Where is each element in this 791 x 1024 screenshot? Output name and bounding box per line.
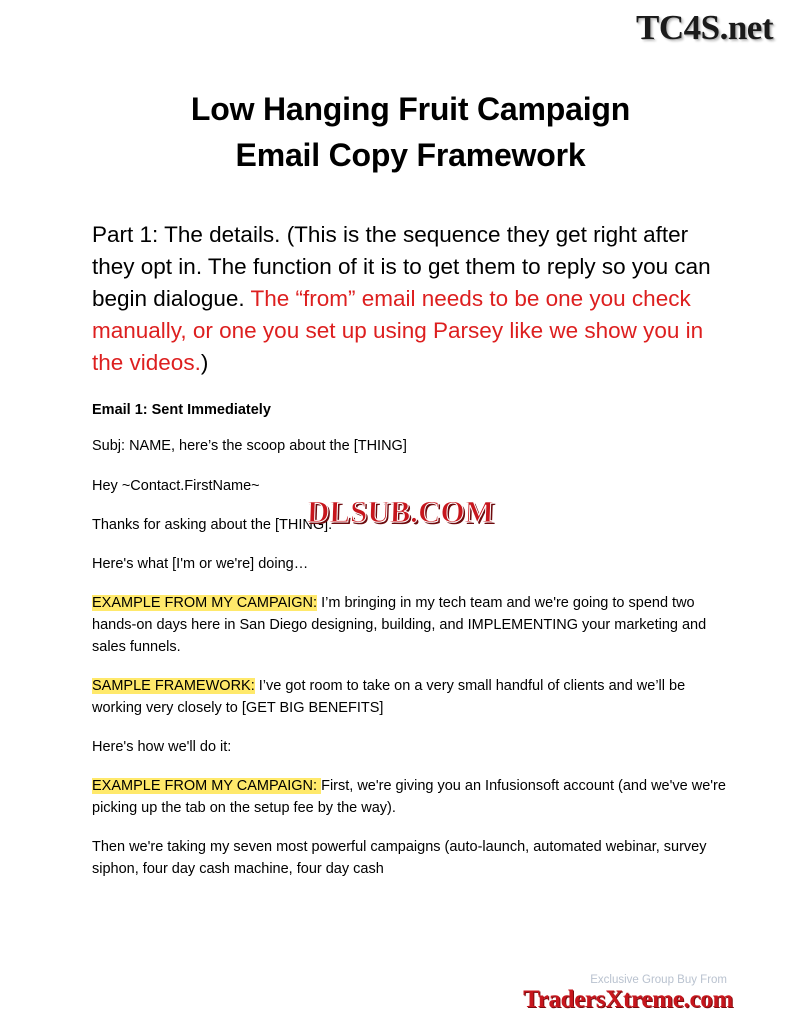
highlighted-label: EXAMPLE FROM MY CAMPAIGN: <box>92 594 318 611</box>
paragraph-greeting <box>92 475 729 497</box>
intro-text-black-part-2: ) <box>200 349 209 375</box>
watermark-top-right: TC4S.net <box>636 8 773 47</box>
document-content <box>92 86 729 880</box>
page-title-line-2: Email Copy Framework <box>235 137 586 174</box>
highlighted-label: EXAMPLE FROM MY CAMPAIGN: <box>92 777 322 794</box>
paragraph-text: I’ve got room to take on a very small handful of clients and we’ll be working very closely to [GET BIG BENEFITS] <box>92 677 686 716</box>
paragraph-text: Then we're taking my seven most powerful campaigns (auto-launch, automated webinar, survey siphon, four day cash machine, four day cash <box>92 838 707 877</box>
paragraph-text: Here's how we'll do it: <box>92 738 232 755</box>
highlighted-label: SAMPLE FRAMEWORK: <box>92 677 255 694</box>
paragraph-example-campaign-1 <box>92 592 729 658</box>
paragraph-thanks <box>92 514 729 536</box>
paragraph-sample-framework <box>92 675 729 719</box>
intro-text-red: The “from” email needs to be one you check manually, or one you set up using Parsey like we show you in the videos. <box>92 285 704 375</box>
paragraph-text: Here's what [I'm or we're] doing… <box>92 555 309 572</box>
intro-text-black-part-1: Part 1: The details. (This is the sequence they get right after they opt in. The function of it is to get them to reply so you can begin dialogue. <box>92 221 711 311</box>
footer-faint-note: Exclusive Group Buy From <box>590 974 727 987</box>
paragraph-text: I’m bringing in my tech team and we're going to spend two hands-on days here in San Diego designing, building, and IMPLEMENTING your marketing and sales funnels. <box>92 594 707 655</box>
intro-paragraph <box>92 219 729 379</box>
paragraph-heres-what <box>92 553 729 575</box>
paragraph-example-campaign-2 <box>92 775 729 819</box>
footer-brand-watermark: TradersXtreme.com <box>523 986 733 1013</box>
page-title-line-1: Low Hanging Fruit Campaign <box>190 91 631 127</box>
paragraph-heres-how <box>92 736 729 758</box>
paragraph-text: Subj: NAME, here’s the scoop about the [THING] <box>92 438 407 455</box>
paragraph-text: Thanks for asking about the [THING]. <box>92 516 333 533</box>
paragraph-text: Hey ~Contact.FirstName~ <box>92 477 260 494</box>
watermark-center-text: DLSUB.COM <box>305 494 495 529</box>
paragraph-text: First, we're giving you an Infusionsoft account (and we've we're picking up the tab on the setup fee by the way). <box>92 777 726 816</box>
paragraph-subject-line <box>92 435 729 457</box>
email-section-heading: Email 1: Sent Immediately <box>92 402 271 419</box>
page-title <box>92 86 729 179</box>
paragraph-seven-campaigns <box>92 836 729 880</box>
